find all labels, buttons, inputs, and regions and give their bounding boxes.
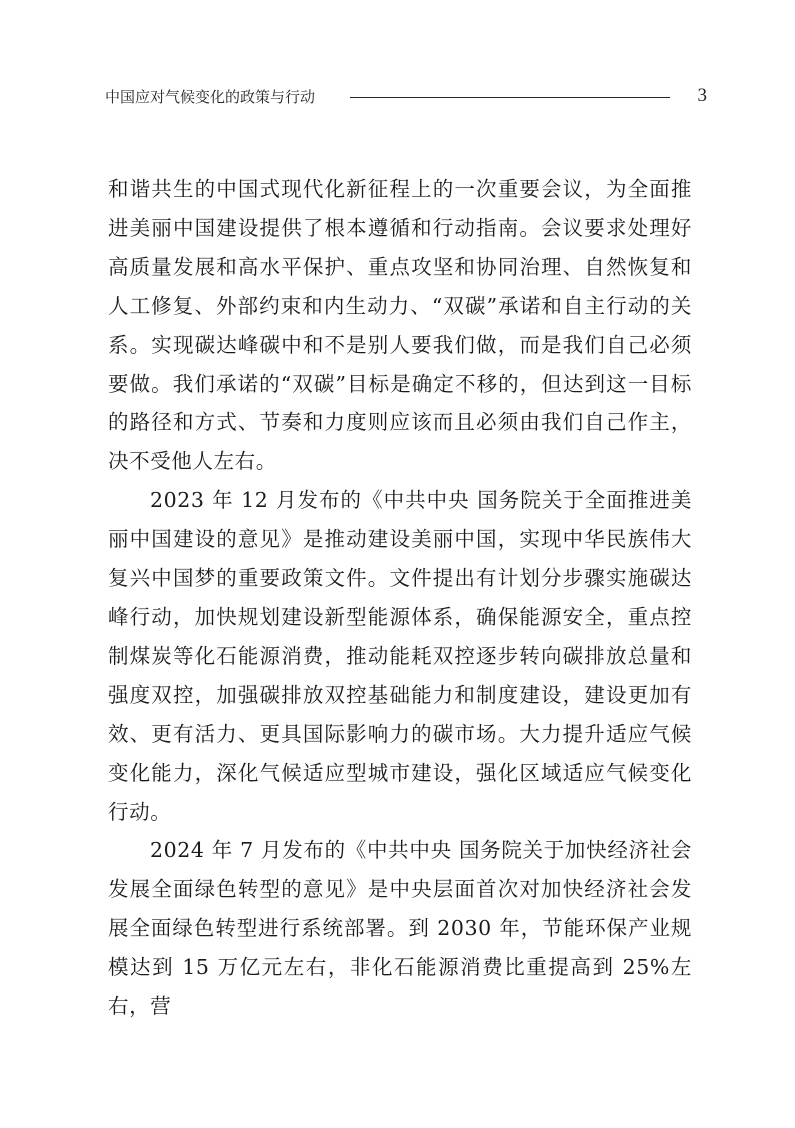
running-title: 中国应对气候变化的政策与行动 [105, 88, 316, 106]
running-header [105, 86, 710, 110]
header-rule [350, 97, 670, 98]
paragraph: 和谐共生的中国式现代化新征程上的一次重要会议，为全面推进美丽中国建设提供了根本遵循和行动指南。会议要求处理好高质量发展和高水平保护、重点攻坚和协同治理、自然恢复和人工修复、外部约束和内生动力、“双碳”承诺和自主行动的关系。实现碳达峰碳中和不是别人要我们做，而是我们自己必须要做。我们承诺的“双碳”目标是确定不移的，但达到这一目标的路径和方式、节奏和力度则应该而且必须由我们自己作主，决不受他人左右。 [108, 177, 692, 474]
page-number: 3 [697, 85, 707, 106]
paragraph: 2023 年 12 月发布的《中共中央 国务院关于全面推进美丽中国建设的意见》是推动建设美丽中国，实现中华民族伟大复兴中国梦的重要政策文件。文件提出有计划分步骤实施碳达峰行动，加快规划建设新型能源体系，确保能源安全，重点控制煤炭等化石能源消费，推动能耗双控逐步转向碳排放总量和强度双控，加强碳排放双控基础能力和制度建设，建设更加有效、更有活力、更具国际影响力的碳市场。大力提升适应气候变化能力，深化气候适应型城市建设，强化区域适应气候变化行动。 [108, 488, 692, 824]
body-text [108, 170, 692, 1026]
paragraph: 2024 年 7 月发布的《中共中央 国务院关于加快经济社会发展全面绿色转型的意见》是中央层面首次对加快经济社会发展全面绿色转型进行系统部署。到 2030 年，节能环保产业规模达到 15 万亿元左右，非化石能源消费比重提高到 25%左右，营 [108, 838, 692, 1019]
